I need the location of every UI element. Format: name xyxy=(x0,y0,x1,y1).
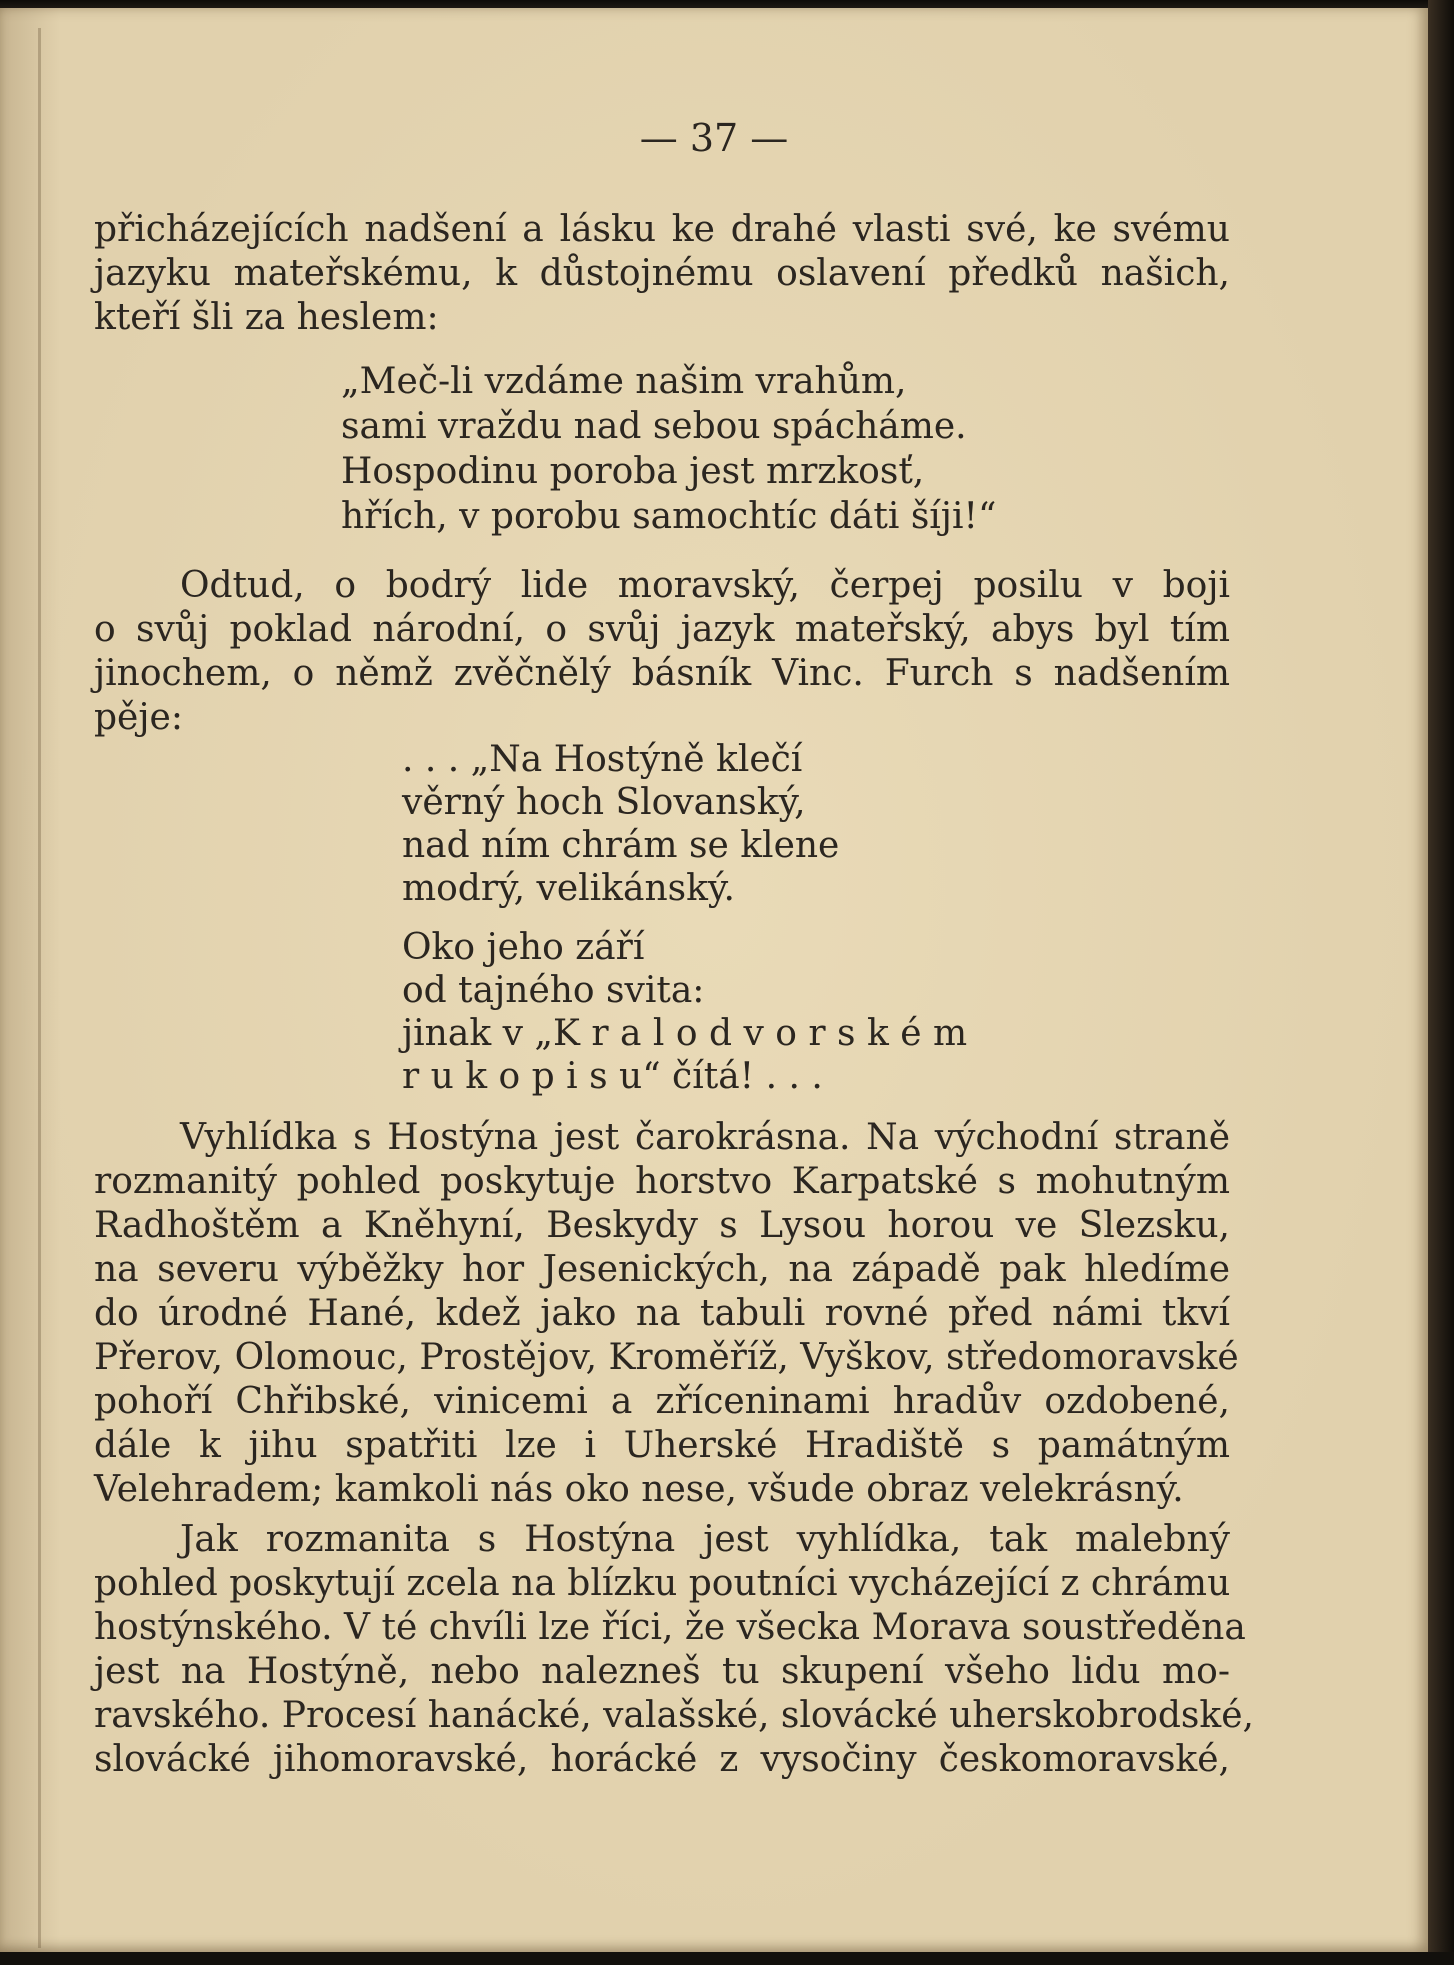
text-line: Jak rozmanita s Hostýna jest vyhlídka, tak malebný xyxy=(180,1519,1230,1560)
text-line: slovácké jihomoravské, horácké z vysočiny českomoravské, xyxy=(94,1739,1230,1780)
text-line: o svůj poklad národní, o svůj jazyk mateřský, abys byl tím xyxy=(94,609,1230,650)
text-line: Přerov, Olomouc, Prostějov, Kroměříž, Vyškov, středomoravské xyxy=(94,1337,1239,1378)
page-number: — 37 — xyxy=(639,116,789,160)
verse-line: „Meč-li vzdáme našim vrahům, xyxy=(341,361,907,402)
text-line: pěje: xyxy=(94,697,183,738)
text-line: pohoří Chřibské, vinicemi a zříceninami hradův ozdobené, xyxy=(94,1381,1230,1422)
text-line: do úrodné Hané, kdež jako na tabuli rovné před námi tkví xyxy=(94,1293,1230,1334)
verse-line: nad ním chrám se klene xyxy=(402,825,840,866)
verse-line: . . . „Na Hostýně klečí xyxy=(402,739,803,780)
verse-line: modrý, velikánský. xyxy=(402,868,735,909)
scan-bottom-edge xyxy=(0,1952,1454,1965)
verse-line: Oko jeho září xyxy=(402,927,645,968)
verse-line: od tajného svita: xyxy=(402,970,705,1011)
text-line: kteří šli za heslem: xyxy=(94,297,439,338)
text-line: Odtud, o bodrý lide moravský, čerpej posilu v boji xyxy=(180,565,1230,606)
text-line: ravského. Procesí hanácké, valašské, slovácké uherskobrodské, xyxy=(94,1695,1254,1736)
text-line: jazyku mateřskému, k důstojnému oslavení předků našich, xyxy=(94,253,1230,294)
verse-line: Hospodinu poroba jest mrzkosť, xyxy=(341,451,925,492)
verse-line: věrný hoch Slovanský, xyxy=(402,782,806,823)
text-line: Radhoštěm a Kněhyní, Beskydy s Lysou horou ve Slezsku, xyxy=(94,1205,1230,1246)
verse-line: r u k o p i s u“ čítá! . . . xyxy=(402,1056,823,1097)
verse-line: hřích, v porobu samochtíc dáti šíji!“ xyxy=(341,496,997,537)
text-line: hostýnského. V té chvíli lze říci, že všecka Morava soustředěna xyxy=(94,1607,1246,1648)
text-line: dále k jihu spatřiti lze i Uherské Hradiště s památným xyxy=(94,1425,1230,1466)
text-line: jinochem, o němž zvěčnělý básník Vinc. Furch s nadšením xyxy=(94,653,1230,694)
text-line: přicházejících nadšení a lásku ke drahé vlasti své, ke svému xyxy=(94,209,1230,250)
text-line: rozmanitý pohled poskytuje horstvo Karpatské s mohutným xyxy=(94,1161,1230,1202)
text-line: Vyhlídka s Hostýna jest čarokrásna. Na východní straně xyxy=(180,1117,1230,1158)
text-line: jest na Hostýně, nebo nalezneš tu skupení všeho lidu mo- xyxy=(94,1651,1230,1692)
page-gutter-shadow xyxy=(38,28,41,1948)
scan-right-edge xyxy=(1428,0,1454,1965)
text-line: pohled poskytují zcela na blízku poutníci vycházející z chrámu xyxy=(94,1563,1231,1604)
text-line: Velehradem; kamkoli nás oko nese, všude obraz velekrásný. xyxy=(94,1469,1184,1510)
verse-line: sami vraždu nad sebou spácháme. xyxy=(341,406,967,447)
text-line: na severu výběžky hor Jesenických, na západě pak hledíme xyxy=(94,1249,1230,1290)
verse-line: jinak v „K r a l o d v o r s k é m xyxy=(402,1013,968,1054)
book-page xyxy=(0,8,1428,1952)
